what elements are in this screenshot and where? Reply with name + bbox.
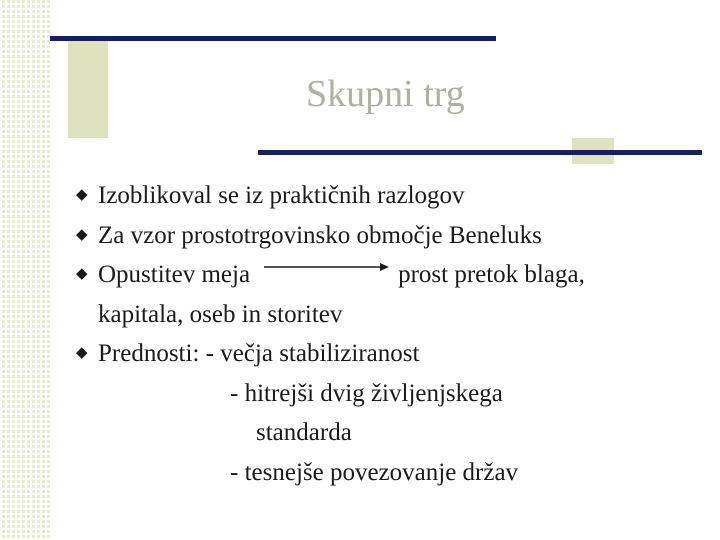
diamond-bullet-icon: ◆: [76, 266, 88, 283]
title-bottom-rule: [258, 150, 702, 155]
diamond-bullet-icon: ◆: [76, 226, 88, 243]
bullet-text: Izoblikoval se iz praktičnih razlogov: [98, 182, 465, 209]
bullet-item-3-continuation: kapitala, oseb in storitev: [98, 300, 343, 328]
bullet-text: Opustitev meja: [98, 261, 251, 288]
sub-item-2: - tesnejše povezovanje držav: [230, 458, 519, 486]
bullet-item-1: [76, 176, 706, 216]
title-top-rule: [50, 36, 496, 41]
slide-title: Skupni trg: [306, 73, 465, 115]
sub-item-1-continuation: standarda: [256, 419, 352, 446]
diamond-bullet-icon: ◆: [76, 345, 88, 362]
diamond-bullet-icon: ◆: [76, 187, 88, 204]
bullet-text-after-arrow: prost pretok blaga,: [398, 261, 585, 288]
sub-item-1: - hitrejši dvig življenjskega: [230, 379, 503, 407]
bullet-item-2: [76, 216, 706, 256]
bullet-item-4: [76, 334, 706, 374]
bullet-text: Za vzor prostotrgovinsko območje Beneluks: [98, 221, 542, 249]
decorative-grid-stripe: [0, 0, 50, 540]
decorative-block-top: [68, 40, 108, 138]
bullet-text: Prednosti: - večja stabiliziranost: [98, 340, 420, 367]
slide-body: [76, 176, 706, 492]
bullet-item-3: [76, 255, 706, 295]
right-arrow-icon: [262, 257, 390, 277]
